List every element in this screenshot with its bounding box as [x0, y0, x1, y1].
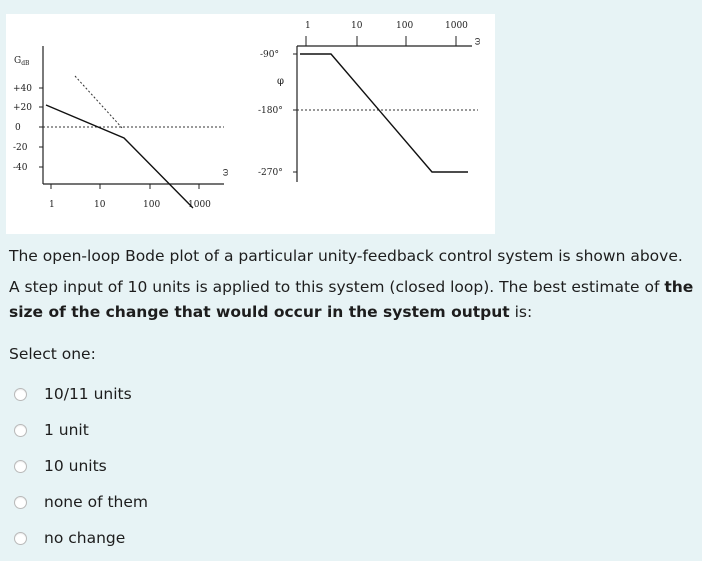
- radio-button[interactable]: [14, 532, 27, 545]
- radio-button[interactable]: [14, 496, 27, 509]
- phi-axis-symbol: φ: [277, 76, 285, 87]
- question-line-1: The open-loop Bode plot of a particular unity-feedback control system is shown above.: [9, 247, 683, 265]
- gain-axis-label: $G_{dB}$: [14, 56, 30, 67]
- option-label: none of them: [44, 493, 148, 511]
- question-line-2: A step input of 10 units is applied to this system (closed loop). The best estimate of the size of the change that would occur in the system output is:: [9, 278, 694, 321]
- phase-tick-label: -270°: [258, 168, 283, 178]
- option-label: 10 units: [44, 457, 107, 475]
- question-emphasis: the size of the change that would occur in the system output: [9, 278, 694, 321]
- gain-tick-label: -40: [13, 163, 28, 173]
- radio-button[interactable]: [14, 388, 27, 401]
- magnitude-curve: [46, 105, 193, 208]
- phase-plot: [258, 21, 483, 182]
- phase-tick-label: -90°: [260, 50, 279, 60]
- question-text: [9, 244, 699, 331]
- answer-option-10-11-units[interactable]: [14, 376, 148, 412]
- radio-button[interactable]: [14, 424, 27, 437]
- gain-tick-label: 0: [15, 123, 21, 133]
- phase-curve: [300, 54, 468, 172]
- omega-axis-symbol: ω: [473, 37, 483, 45]
- answer-options: [14, 376, 148, 556]
- frequency-tick-label: 1: [49, 200, 55, 210]
- magnitude-plot: [13, 46, 231, 210]
- option-label: 1 unit: [44, 421, 89, 439]
- frequency-tick-label: 1000: [188, 200, 211, 210]
- phase-tick-label: -180°: [258, 106, 283, 116]
- answer-option-no-change[interactable]: [14, 520, 148, 556]
- gain-tick-label: -20: [13, 143, 28, 153]
- answer-option-1-unit[interactable]: [14, 412, 148, 448]
- gain-tick-label: +40: [13, 84, 32, 94]
- answer-option-10-units[interactable]: [14, 448, 148, 484]
- omega-axis-symbol: ω: [221, 168, 231, 176]
- answer-option-none-of-them[interactable]: [14, 484, 148, 520]
- option-label: 10/11 units: [44, 385, 132, 403]
- option-label: no change: [44, 529, 126, 547]
- frequency-tick-label: 1000: [445, 21, 468, 31]
- frequency-tick-label: 10: [351, 21, 363, 31]
- frequency-tick-label: 10: [94, 200, 106, 210]
- frequency-tick-label: 1: [305, 21, 311, 31]
- bode-plot-figure: [6, 14, 495, 234]
- gain-tick-label: +20: [13, 103, 32, 113]
- frequency-tick-label: 100: [143, 200, 161, 210]
- frequency-tick-label: 100: [396, 21, 414, 31]
- select-one-label: Select one:: [9, 345, 96, 363]
- radio-button[interactable]: [14, 460, 27, 473]
